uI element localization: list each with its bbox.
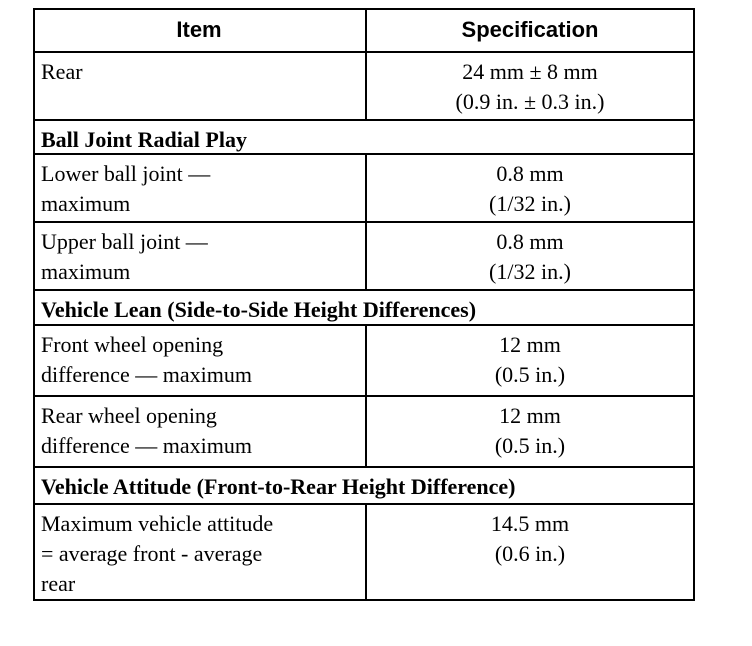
item-text: Rear wheel opening <box>41 403 217 428</box>
item-text: difference — maximum <box>41 362 252 387</box>
item-text: maximum <box>41 259 131 284</box>
item-cell <box>35 53 367 119</box>
table-row <box>35 153 693 221</box>
spec-text: (1/32 in.) <box>489 191 571 216</box>
section-header-row <box>35 289 693 324</box>
spec-text: (0.9 in. ± 0.3 in.) <box>455 89 605 114</box>
table-row <box>35 395 693 466</box>
item-text: Front wheel opening <box>41 332 224 357</box>
item-cell <box>35 397 367 466</box>
spec-text: 0.8 mm <box>496 229 564 254</box>
item-cell <box>35 223 367 289</box>
spec-text: 12 mm <box>499 332 561 357</box>
item-cell <box>35 326 367 395</box>
spec-text: (0.5 in.) <box>494 362 566 387</box>
header-item: Item <box>35 10 367 51</box>
section-header-row <box>35 119 693 153</box>
section-title: Vehicle Attitude (Front-to-Rear Height Difference) <box>41 474 516 499</box>
spec-cell <box>367 326 693 395</box>
spec-cell <box>367 53 693 119</box>
item-text: = average front - average <box>41 541 263 566</box>
specification-table <box>33 8 695 601</box>
section-title: Ball Joint Radial Play <box>41 127 247 152</box>
header-specification: Specification <box>461 17 599 42</box>
spec-text: 12 mm <box>499 403 561 428</box>
spec-text: (1/32 in.) <box>489 259 571 284</box>
spec-text: (0.6 in.) <box>494 541 566 566</box>
table-row <box>35 221 693 289</box>
item-cell <box>35 505 367 599</box>
spec-cell <box>367 223 693 289</box>
spec-cell <box>367 397 693 466</box>
table-row <box>35 51 693 119</box>
spec-text: 24 mm ± 8 mm <box>462 59 598 84</box>
section-header-row <box>35 466 693 503</box>
item-text: Maximum vehicle attitude <box>41 511 274 536</box>
item-text: rear <box>41 571 76 596</box>
spec-cell <box>367 155 693 221</box>
item-text: maximum <box>41 191 131 216</box>
spec-text: 0.8 mm <box>496 161 564 186</box>
section-title: Vehicle Lean (Side-to-Side Height Differences) <box>41 297 477 322</box>
item-cell <box>35 155 367 221</box>
spec-text: (0.5 in.) <box>494 433 566 458</box>
spec-cell <box>367 505 693 599</box>
spec-text: 14.5 mm <box>490 511 570 536</box>
item-text: difference — maximum <box>41 433 252 458</box>
item-text: Lower ball joint — <box>41 161 211 186</box>
item-text: Upper ball joint — <box>41 229 208 254</box>
table-header-row <box>35 10 693 51</box>
table-row <box>35 503 693 599</box>
table-row <box>35 324 693 395</box>
item-text: Rear <box>41 59 83 84</box>
